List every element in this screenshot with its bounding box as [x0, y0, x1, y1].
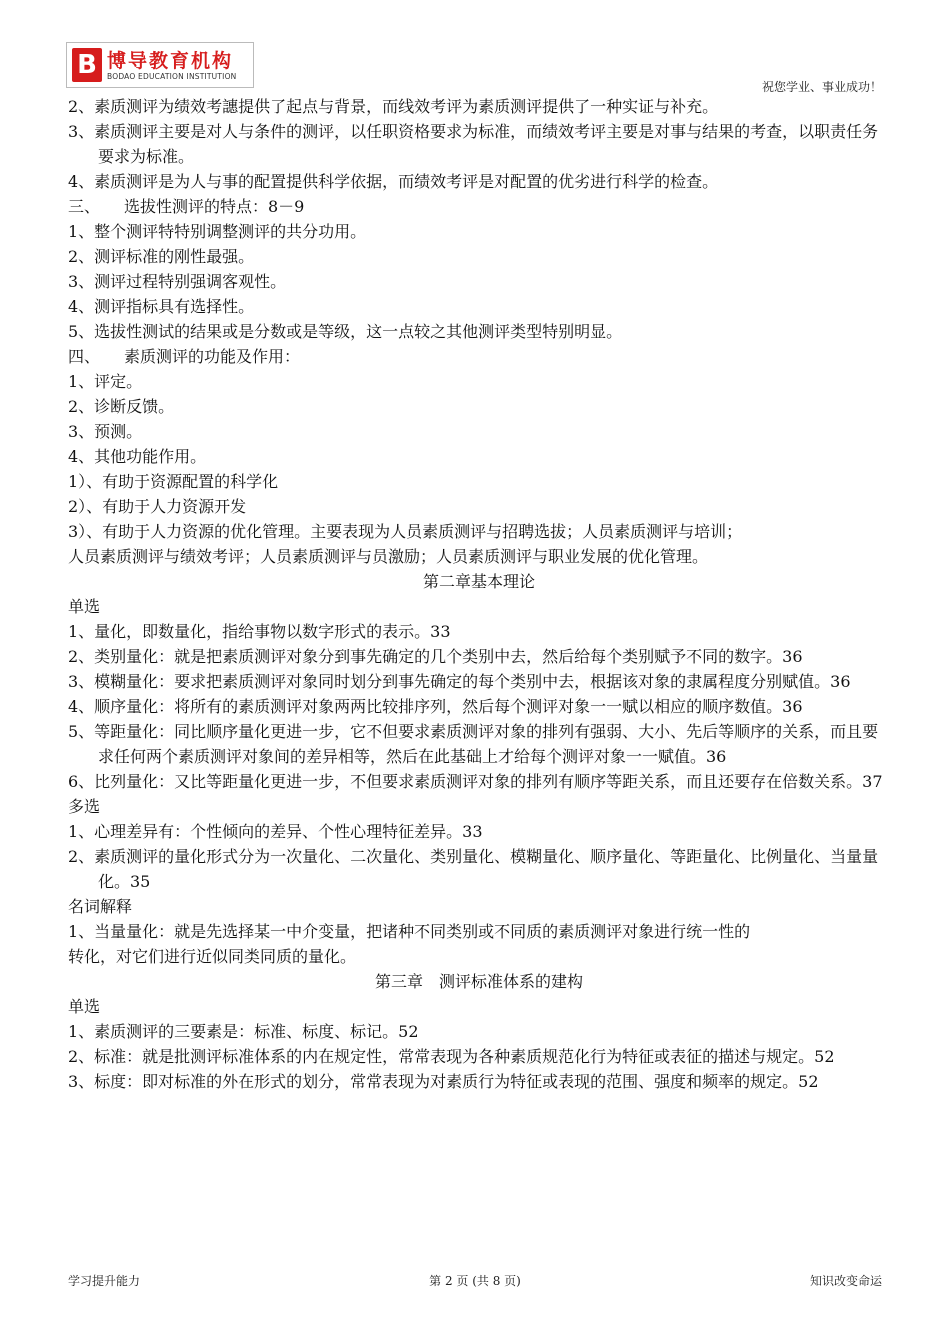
- text-line: 4、测评指标具有选择性。: [68, 297, 255, 316]
- text-line: 3、模糊量化：要求把素质测评对象同时划分到事先确定的每个类别中去，根据该对象的隶属程度分别赋值。36: [68, 672, 851, 691]
- text-line: 单选: [68, 597, 101, 616]
- text-line: 1）、有助于资源配置的科学化: [68, 472, 279, 491]
- text-line: 1、心理差异有：个性倾向的差异、个性心理特征差异。33: [68, 822, 483, 841]
- text-line: 3、素质测评主要是对人与条件的测评，以任职资格要求为标准，而绩效考评主要是对事与结果的考查，以职责任务要求为标准。: [68, 122, 879, 166]
- text-line: 1、素质测评的三要素是：标准、标度、标记。52: [68, 1022, 419, 1041]
- text-line: 名词解释: [68, 897, 133, 916]
- text-line: 4、其他功能作用。: [68, 447, 207, 466]
- text-line: 1、量化，即数量化，指给事物以数字形式的表示。33: [68, 622, 451, 641]
- text-line: 三、 选拔性测评的特点：8－9: [68, 197, 305, 216]
- page-number: 第 2 页 (共 8 页): [429, 1274, 521, 1288]
- text-line: 2、素质测评为绩效考譓提供了起点与背景，而线效考评为素质测评提供了一种实证与补充。: [68, 97, 719, 116]
- text-line: 5、选拔性测试的结果或是分数或是等级，这一点较之其他测评类型特别明显。: [68, 322, 623, 341]
- text-line: 转化，对它们进行近似同类同质的量化。: [68, 947, 357, 966]
- text-line: 2、类别量化：就是把素质测评对象分到事先确定的几个类别中去，然后给每个类别赋予不同的数字。36: [68, 647, 803, 666]
- text-line: 2、测评标准的刚性最强。: [68, 247, 255, 266]
- text-line: 1、评定。: [68, 372, 143, 391]
- text-line: 3、预测。: [68, 422, 143, 441]
- logo-english-name: BODAO EDUCATION INSTITUTION: [107, 72, 237, 81]
- document-body: [68, 94, 890, 1094]
- footer-left-text: 学习提升能力: [68, 1274, 141, 1288]
- text-line: 2、素质测评的量化形式分为一次量化、二次量化、类别量化、模糊量化、顺序量化、等距量化、比例量化、当量量化。35: [68, 847, 879, 891]
- text-line: 3）、有助于人力资源的优化管理。主要表现为人员素质测评与招聘选拔；人员素质测评与培训；: [68, 522, 743, 541]
- text-line: 6、比列量化：又比等距量化更进一步，不但要求素质测评对象的排列有顺序等距关系，而且还要存在倍数关系。37: [68, 772, 883, 791]
- text-line: 多选: [68, 797, 101, 816]
- text-line: 1、当量量化：就是先选择某一中介变量，把诸种不同类别或不同质的素质测评对象进行统一性的: [68, 922, 751, 941]
- text-line: 四、 素质测评的功能及作用：: [68, 347, 301, 366]
- chapter-heading: 第二章基本理论: [422, 572, 535, 591]
- text-line: 单选: [68, 997, 101, 1016]
- text-line: 4、顺序量化：将所有的素质测评对象两两比较排序列，然后每个测评对象一一赋以相应的顺序数值。36: [68, 697, 803, 716]
- header-slogan: 祝您学业、事业成功！: [761, 80, 882, 94]
- footer-right-text: 知识改变命运: [809, 1274, 882, 1288]
- text-line: 2、标准：就是批测评标准体系的内在规定性，常常表现为各种素质规范化行为特征或表征的描述与规定。52: [68, 1047, 835, 1066]
- chapter-heading: 第三章 测评标准体系的建构: [374, 972, 583, 991]
- text-line: 3、测评过程特别强调客观性。: [68, 272, 287, 291]
- text-line: 2）、有助于人力资源开发: [68, 497, 247, 516]
- page-footer: [68, 1272, 882, 1292]
- text-line: 5、等距量化：同比顺序量化更进一步，它不但要求素质测评对象的排列有强弱、大小、先后等顺序的关系，而且要求任何两个素质测评对象间的差异相等，然后在此基础上才给每个测评对象一一赋值。36: [68, 722, 879, 766]
- logo-mark: B: [72, 48, 102, 82]
- text-line: 1、整个测评特特别调整测评的共分功用。: [68, 222, 367, 241]
- text-line: 2、诊断反馈。: [68, 397, 175, 416]
- logo-chinese-name: 博导教育机构: [107, 50, 234, 72]
- text-line: 3、标度：即对标准的外在形式的划分，常常表现为对素质行为特征或表现的范围、强度和频率的规定。52: [68, 1072, 819, 1091]
- institution-logo: [66, 42, 254, 88]
- text-line: 4、素质测评是为人与事的配置提供科学依据，而绩效考评是对配置的优劣进行科学的检查。: [68, 172, 719, 191]
- text-line: 人员素质测评与绩效考评；人员素质测评与员激励；人员素质测评与职业发展的优化管理。: [68, 547, 709, 566]
